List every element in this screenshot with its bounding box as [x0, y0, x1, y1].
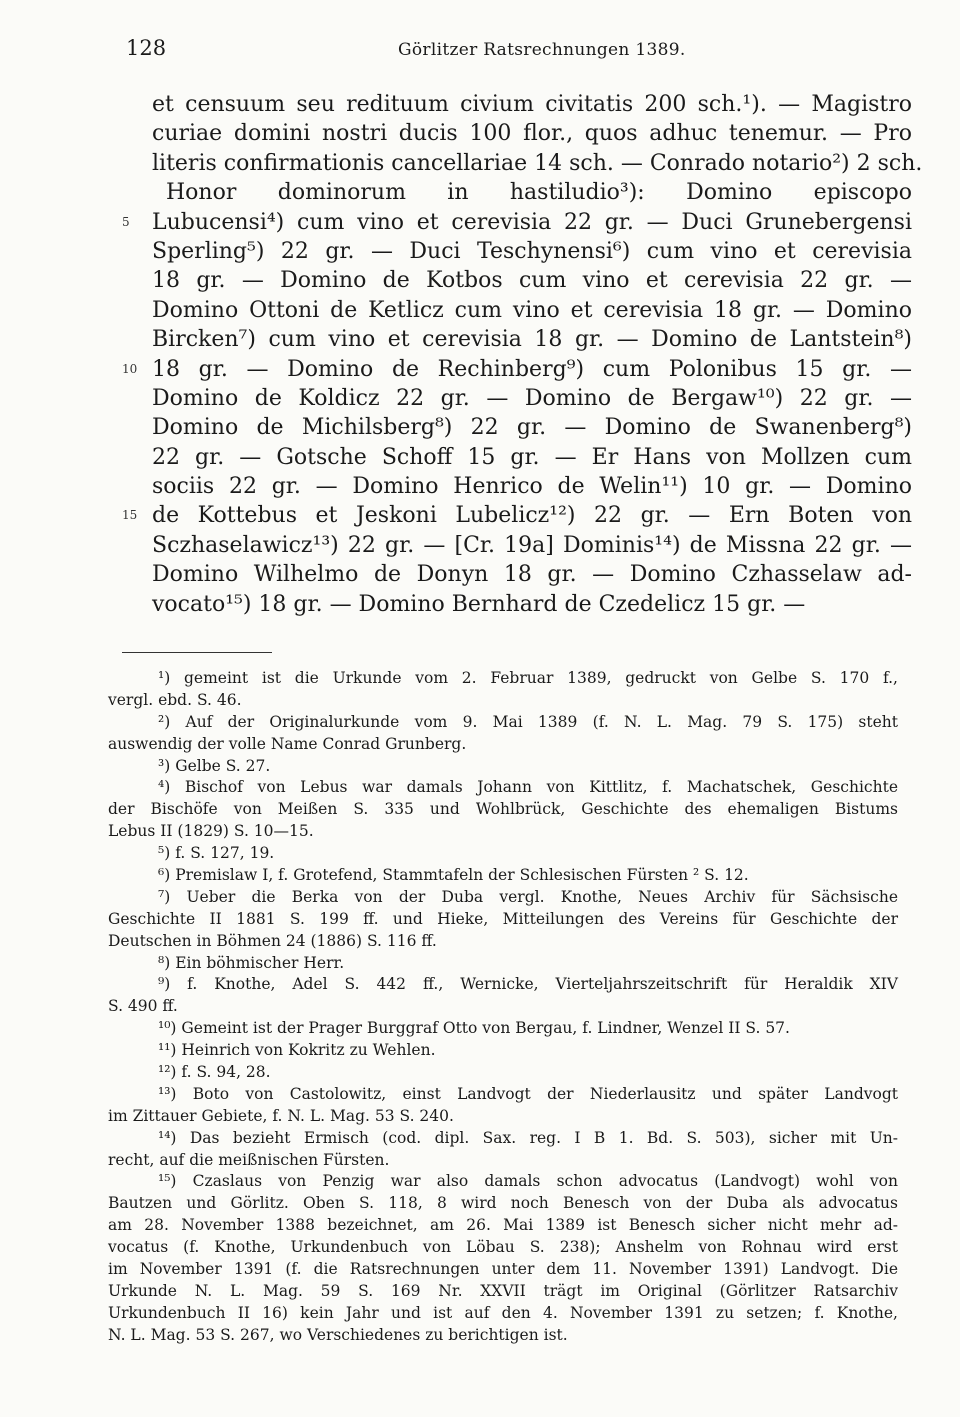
footnote-line: im November 1391 (f. die Ratsrechnungen unter dem 11. November 1391) Landvogt. Die: [108, 1260, 898, 1279]
text-line: [152, 178, 912, 207]
text-line: [152, 590, 912, 619]
line-text: vocato¹⁵) 18 gr. — Domino Bernhard de Czedelicz 15 gr. —: [152, 591, 806, 617]
text-line: [152, 90, 912, 119]
footnote-line: ¹⁰) Gemeint ist der Prager Burggraf Otto von Bergau, f. Lindner, Wenzel II S. 57.: [158, 1019, 790, 1038]
text-line: [152, 266, 912, 295]
footnote-line: ¹⁵) Czaslaus von Penzig war also damals schon advocatus (Landvogt) wohl von: [158, 1172, 898, 1191]
line-text: Domino de Koldicz 22 gr. — Domino de Bergaw¹⁰) 22 gr. —: [152, 385, 912, 411]
line-text: literis confirmationis cancellariae 14 sch. — Conrado notario²) 2 sch.: [152, 150, 923, 176]
line-text: Sczhaselawicz¹³) 22 gr. — [Cr. 19a] Dominis¹⁴) de Missna 22 gr. —: [152, 532, 912, 558]
text-line: [152, 384, 912, 413]
footnote-line: ¹¹) Heinrich von Kokritz zu Wehlen.: [158, 1041, 436, 1060]
footnote-line: Urkunde N. L. Mag. 59 S. 169 Nr. XXVII trägt im Original (Görlitzer Ratsarchiv: [108, 1281, 898, 1300]
footnote-line: Geschichte II 1881 S. 199 ff. und Hieke, Mitteilungen des Vereins für Geschichte der: [108, 909, 898, 928]
line-text: Domino de Michilsberg⁸) 22 gr. — Domino de Swanenberg⁸): [152, 415, 912, 441]
text-line: [152, 531, 912, 560]
main-text: [122, 90, 923, 619]
text-line: [152, 472, 912, 501]
footnote-line: ⁴) Bischof von Lebus war damals Johann von Kittlitz, f. Machatschek, Geschichte: [158, 778, 898, 797]
footnote-line: ⁶) Premislaw I, f. Grotefend, Stammtafeln der Schlesischen Fürsten ² S. 12.: [158, 866, 749, 885]
footnote-line: ⁹) f. Knothe, Adel S. 442 ff., Wernicke, Vierteljahrszeitschrift für Heraldik XIV: [158, 975, 898, 994]
footnote-line: ⁸) Ein böhmischer Herr.: [158, 953, 345, 972]
text-line: [152, 149, 923, 178]
line-number: 15: [122, 508, 138, 523]
line-text: Domino Ottoni de Ketlicz cum vino et cerevisia 18 gr. — Domino: [152, 297, 912, 323]
text-line: [122, 355, 912, 384]
footnotes: [108, 668, 898, 1347]
footnote-line: ³) Gelbe S. 27.: [158, 756, 271, 775]
footnote-line: ¹³) Boto von Castolowitz, einst Landvogt der Niederlausitz und später Landvogt: [158, 1084, 898, 1103]
footnote-line: vocatus (f. Knothe, Urkundenbuch von Löbau S. 238); Anshelm von Rohnau wird erst: [108, 1238, 898, 1257]
text-line: [152, 413, 912, 442]
line-number: 10: [122, 361, 138, 376]
page-number: 128: [126, 36, 167, 60]
footnote-line: auswendig der volle Name Conrad Grunberg.: [108, 734, 467, 753]
footnote-line: ¹⁴) Das bezieht Ermisch (cod. dipl. Sax. reg. I B 1. Bd. S. 503), sicher mit Un-: [158, 1128, 898, 1147]
footnote-line: im Zittauer Gebiete, f. N. L. Mag. 53 S. 240.: [108, 1106, 454, 1125]
line-text: Domino Wilhelmo de Donyn 18 gr. — Domino Czhasselaw ad-: [152, 562, 912, 588]
footnote-line: Bautzen und Görlitz. Oben S. 118, 8 wird noch Benesch von der Duba als advocatus: [108, 1194, 898, 1213]
line-text: 18 gr. — Domino de Kotbos cum vino et cerevisia 22 gr. —: [152, 268, 912, 294]
line-text: Sperling⁵) 22 gr. — Duci Teschynensi⁶) cum vino et cerevisia: [152, 238, 912, 264]
line-text: Lubucensi⁴) cum vino et cerevisia 22 gr. — Duci Grunebergensi: [152, 209, 912, 235]
text-line: [122, 208, 912, 237]
footnote-line: der Bischöfe von Meißen S. 335 und Wohlbrück, Geschichte des ehemaligen Bistums: [108, 800, 898, 819]
text-line: [152, 296, 912, 325]
text-line: [152, 237, 912, 266]
line-text: 18 gr. — Domino de Rechinberg⁹) cum Polonibus 15 gr. —: [152, 356, 912, 382]
footnote-line: ⁷) Ueber die Berka von der Duba vergl. Knothe, Neues Archiv für Sächsische: [158, 887, 898, 906]
footnote-line: ²) Auf der Originalurkunde vom 9. Mai 1389 (f. N. L. Mag. 79 S. 175) steht: [158, 712, 898, 731]
text-line: [152, 325, 912, 354]
footnote-line: S. 490 ff.: [108, 997, 178, 1016]
footnote-rule: [122, 652, 272, 653]
text-line: [152, 119, 912, 148]
footnote-line: Lebus II (1829) S. 10—15.: [108, 822, 314, 841]
footnote-line: Urkundenbuch II 16) kein Jahr und ist auf den 4. November 1391 zu setzen; f. Knothe,: [108, 1303, 898, 1322]
footnote-line: ¹) gemeint ist die Urkunde vom 2. Februar 1389, gedruckt von Gelbe S. 170 f.,: [158, 669, 898, 687]
line-text: curiae domini nostri ducis 100 flor., quos adhuc tenemur. — Pro: [152, 121, 912, 147]
footnote-line: am 28. November 1388 bezeichnet, am 26. Mai 1389 ist Benesch sicher nicht mehr ad-: [108, 1216, 898, 1235]
running-title: Görlitzer Ratsrechnungen 1389.: [398, 40, 686, 60]
line-text: Honor dominorum in hastiludio³): Domino episcopo: [166, 180, 912, 206]
text-line: [152, 443, 912, 472]
footnote-line: vergl. ebd. S. 46.: [108, 690, 242, 709]
footnote-line: ⁵) f. S. 127, 19.: [158, 844, 275, 863]
footnote-line: Deutschen in Böhmen 24 (1886) S. 116 ff.: [108, 931, 437, 950]
page-header: [0, 36, 960, 66]
text-line: [152, 560, 912, 589]
line-text: et censuum seu redituum civium civitatis 200 sch.¹). — Magistro: [152, 92, 912, 117]
line-number: 5: [122, 214, 130, 229]
footnote-line: recht, auf die meißnischen Fürsten.: [108, 1150, 390, 1169]
line-text: de Kottebus et Jeskoni Lubelicz¹²) 22 gr. — Ern Boten von: [152, 503, 912, 529]
line-text: Bircken⁷) cum vino et cerevisia 18 gr. — Domino de Lantstein⁸): [152, 327, 912, 353]
text-line: [122, 501, 912, 530]
footnote-line: ¹²) f. S. 94, 28.: [158, 1063, 271, 1082]
line-text: 22 gr. — Gotsche Schoff 15 gr. — Er Hans von Mollzen cum: [152, 444, 912, 470]
footnote-line: N. L. Mag. 53 S. 267, wo Verschiedenes zu berichtigen ist.: [108, 1325, 568, 1344]
line-text: sociis 22 gr. — Domino Henrico de Welin¹¹) 10 gr. — Domino: [152, 474, 912, 500]
